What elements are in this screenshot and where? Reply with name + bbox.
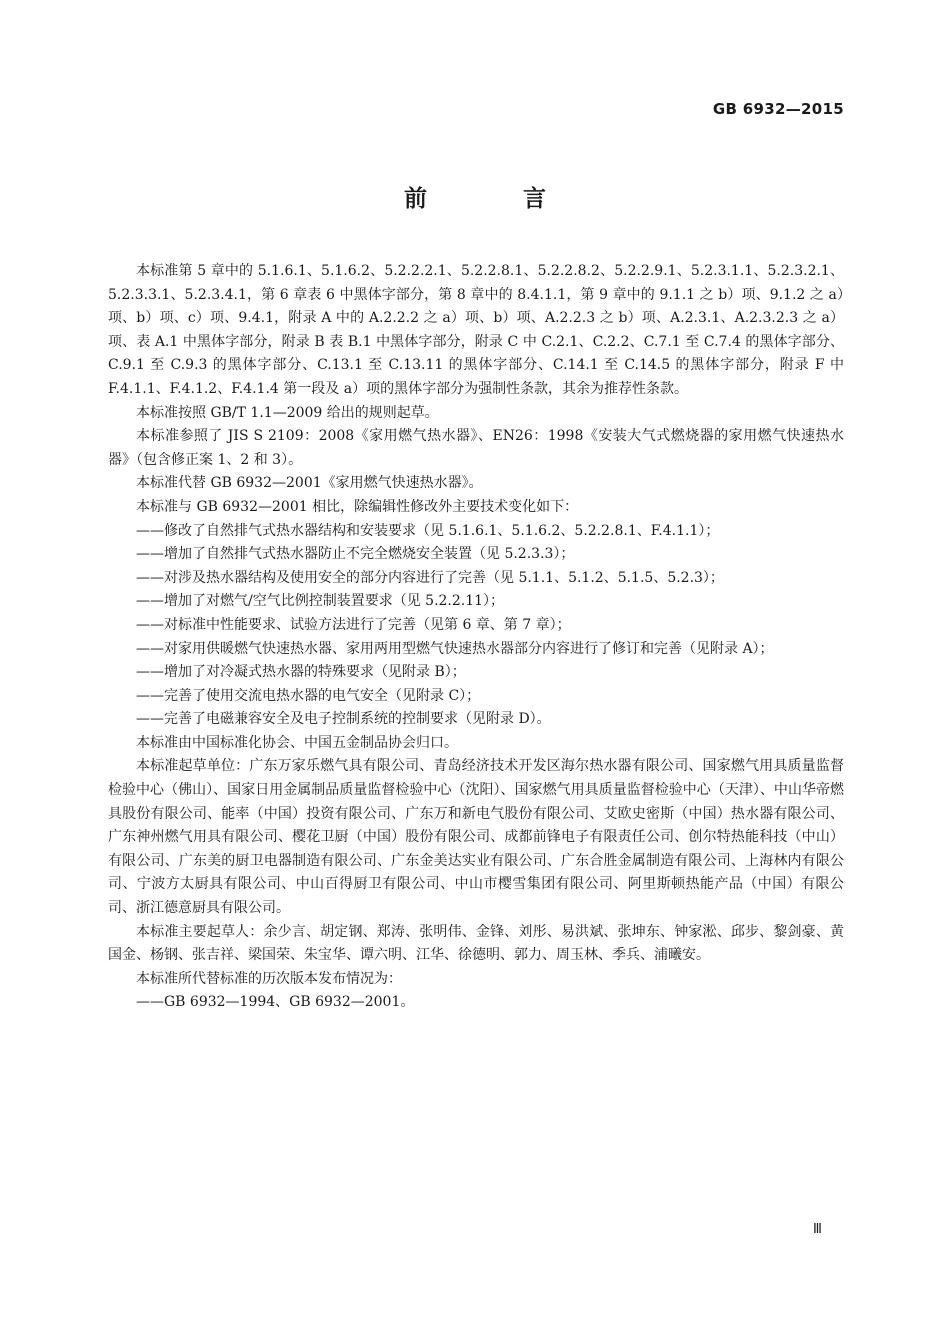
list-item-change: ——完善了电磁兼容安全及电子控制系统的控制要求（见附录 D）。 [136, 711, 551, 728]
paragraph-mandatory-clauses: 本标准第 5 章中的 5.1.6.1、5.1.6.2、5.2.2.2.1、5.2.2.8.1、5.2.2.8.2、5.2.2.9.1、5.2.3.1.1、5.2.3.2.1、5.2.3.3.1、5.2.3.4.1，第 6 章表 6 中黑体字部分，第 8 章中的 8.4.1.1，第 9 章中的 9.1.1 之 b）项、9.1.2 之 a）项、b）项、c）项、9.4.1，附录 A 中的 A.2.2.2 之 a）项、b）项、A.2.2.3 之 b）项、A.2.3.1、A.2.3.2.3 之 a）项、表 A.1 中黑体字部分，附录 B 表 B.1 中黑体字部分，附录 C 中 C.2.1、C.2.2、C.7.1 至 C.7.4 的黑体字部分、C.9.1 至 C.9.3 的黑体字部分、C.13.1 至 C.13.11 的黑体字部分、C.14.1 至 C.14.5 的黑体字部分，附录 F 中 F.4.1.1、F.4.1.2、F.4.1.4 第一段及 a）项的黑体字部分为强制性条款，其余为推荐性条款。 [108, 263, 844, 397]
list-item-change: ——增加了自然排气式热水器防止不完全燃烧安全装置（见 5.2.3.3）； [136, 546, 575, 563]
paragraph-replaces: 本标准代替 GB 6932—2001《家用燃气快速热水器》。 [136, 475, 483, 492]
page-number: Ⅲ [813, 1222, 822, 1237]
paragraph-previous-editions-intro: 本标准所代替标准的历次版本发布情况为： [136, 970, 402, 987]
list-item-change: ——完善了使用交流电热水器的电气安全（见附录 C）； [136, 687, 481, 704]
list-item-change: ——对标准中性能要求、试验方法进行了完善（见第 6 章、第 7 章）； [136, 616, 571, 633]
list-item-change: ——增加了对冷凝式热水器的特殊要求（见附录 B）； [136, 664, 466, 681]
paragraph-drafting-rules: 本标准按照 GB/T 1.1—2009 给出的规则起草。 [136, 404, 439, 421]
list-item-change: ——增加了对燃气/空气比例控制装置要求（见 5.2.2.11）； [136, 593, 505, 610]
foreword-body [108, 260, 844, 1015]
list-item-change: ——修改了自然排气式热水器结构和安装要求（见 5.1.6.1、5.1.6.2、5.2.2.8.1、F.4.1.1）； [136, 522, 720, 539]
paragraph-drafters: 本标准主要起草人：余少言、胡定钢、郑涛、张明伟、金锋、刘彤、易洪斌、张坤东、钟家淞、邱步、黎剑豪、黄国金、杨钢、张吉祥、梁国荣、朱宝华、谭六明、江华、徐德明、郭力、周玉林、季兵、浦曦安。 [108, 923, 844, 964]
paragraph-changes-intro: 本标准与 GB 6932—2001 相比，除编辑性修改外主要技术变化如下： [136, 498, 579, 515]
list-item-change: ——对家用供暖燃气快速热水器、家用两用型燃气快速热水器部分内容进行了修订和完善（见附录 A）； [136, 640, 774, 657]
page-title: 前 言 [403, 186, 590, 212]
standard-code: GB 6932—2015 [712, 100, 844, 118]
list-item-change: ——对涉及热水器结构及使用安全的部分内容进行了完善（见 5.1.1、5.1.2、5.1.5、5.2.3）； [136, 569, 724, 586]
paragraph-drafting-units: 本标准起草单位：广东万家乐燃气具有限公司、青岛经济技术开发区海尔热水器有限公司、国家燃气用具质量监督检验中心（佛山）、国家日用金属制品质量监督检验中心（沈阳）、国家燃气用具质量监督检验中心（天津）、中山华帝燃具股份有限公司、能率（中国）投资有限公司、广东万和新电气股份有限公司、艾欧史密斯（中国）热水器有限公司、广东神州燃气用具有限公司、樱花卫厨（中国）股份有限公司、成都前锋电子有限责任公司、创尔特热能科技（中山）有限公司、广东美的厨卫电器制造有限公司、广东金美达实业有限公司、广东合胜金属制造有限公司、上海林内有限公司、宁波方太厨具有限公司、中山百得厨卫有限公司、中山市樱雪集团有限公司、阿里斯顿热能产品（中国）有限公司、浙江德意厨具有限公司。 [108, 758, 844, 917]
paragraph-references: 本标准参照了 JIS S 2109：2008《家用燃气热水器》、EN26：1998《安装大气式燃烧器的家用燃气快速热水器》（包含修正案 1、2 和 3）。 [108, 428, 844, 468]
paragraph-administered-by: 本标准由中国标准化协会、中国五金制品协会归口。 [136, 734, 458, 751]
list-item-previous-edition: ——GB 6932—1994、GB 6932—2001。 [136, 994, 415, 1011]
